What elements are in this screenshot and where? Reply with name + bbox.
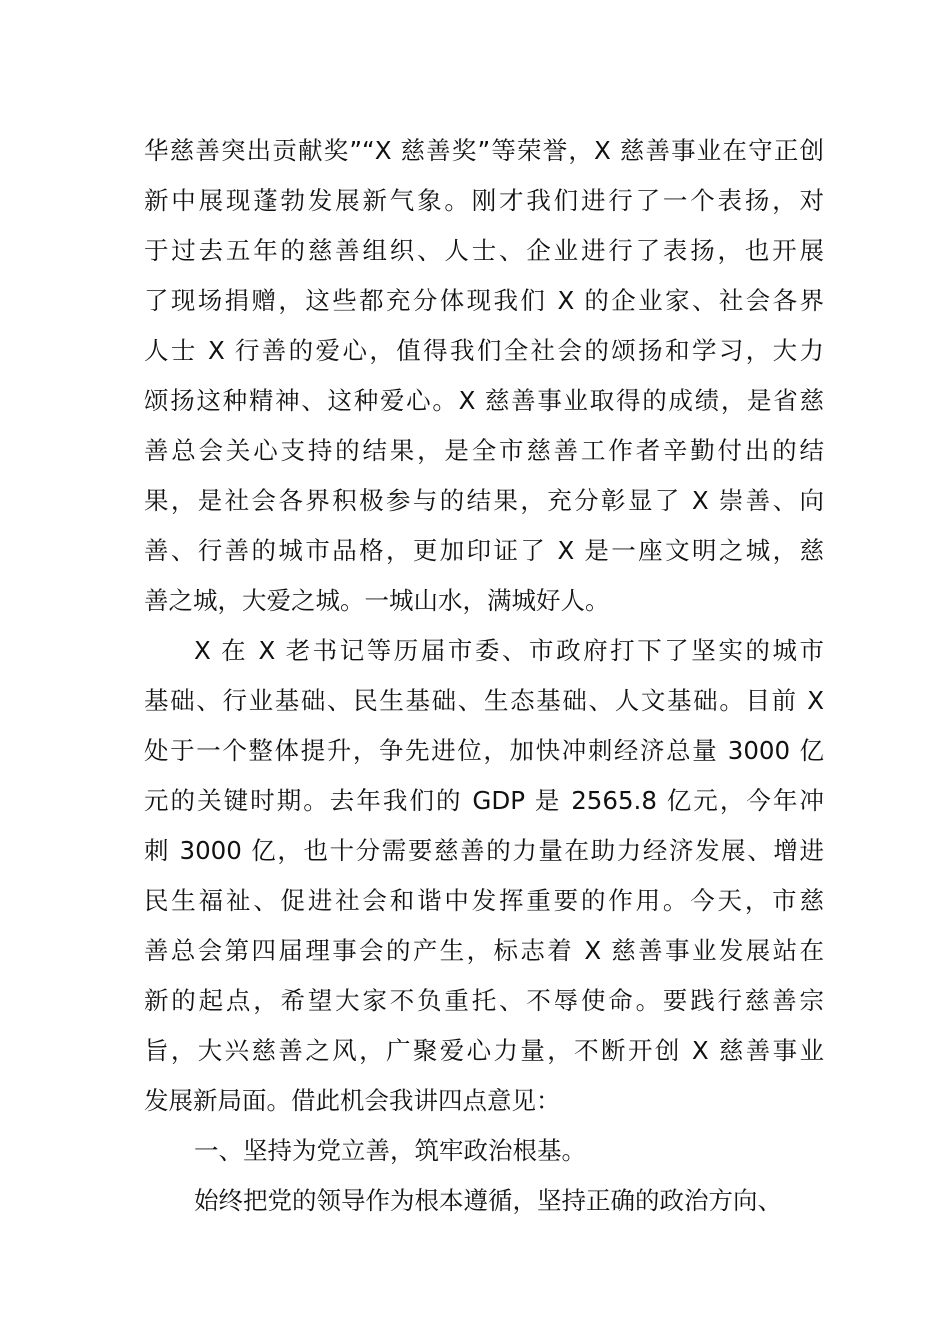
text-line-20: 发展新局面。借此机会我讲四点意见： bbox=[144, 1086, 561, 1115]
text-line-11: X 在 X 老书记等历届市委、市政府打下了坚实的城市 bbox=[194, 636, 824, 665]
text-line-14: 元的关键时期。去年我们的 GDP 是 2565.8 亿元，今年冲 bbox=[144, 786, 824, 815]
text-line-17: 善总会第四届理事会的产生，标志着 X 慈善事业发展站在 bbox=[144, 936, 824, 965]
text-line-10: 善之城，大爱之城。一城山水，满城好人。 bbox=[144, 586, 610, 615]
text-line-8: 果，是社会各界积极参与的结果，充分彰显了 X 崇善、向 bbox=[144, 486, 824, 515]
text-line-9: 善、行善的城市品格，更加印证了 X 是一座文明之城，慈 bbox=[144, 536, 824, 565]
text-line-5: 人士 X 行善的爱心，值得我们全社会的颂扬和学习，大力 bbox=[144, 336, 824, 365]
text-line-6: 颂扬这种精神、这种爱心。X 慈善事业取得的成绩，是省慈 bbox=[144, 386, 824, 415]
text-line-18: 新的起点，希望大家不负重托、不辱使命。要践行慈善宗 bbox=[144, 986, 824, 1015]
text-line-13: 处于一个整体提升，争先进位，加快冲刺经济总量 3000 亿 bbox=[144, 736, 824, 765]
text-line-22: 始终把党的领导作为根本遵循，坚持正确的政治方向、 bbox=[194, 1186, 782, 1215]
text-line-19: 旨，大兴慈善之风，广聚爱心力量，不断开创 X 慈善事业 bbox=[144, 1036, 824, 1065]
text-line-3: 于过去五年的慈善组织、人士、企业进行了表扬，也开展 bbox=[144, 236, 824, 265]
text-line-1: 华慈善突出贡献奖”“X 慈善奖”等荣誉，X 慈善事业在守正创 bbox=[144, 136, 824, 165]
text-line-16: 民生福祉、促进社会和谐中发挥重要的作用。今天，市慈 bbox=[144, 886, 824, 915]
text-line-7: 善总会关心支持的结果，是全市慈善工作者辛勤付出的结 bbox=[144, 436, 824, 465]
document-body bbox=[144, 126, 824, 1226]
text-line-15: 刺 3000 亿，也十分需要慈善的力量在助力经济发展、增进 bbox=[144, 836, 824, 865]
section-heading-1: 一、坚持为党立善，筑牢政治根基。 bbox=[194, 1136, 586, 1165]
text-line-4: 了现场捐赠，这些都充分体现我们 X 的企业家、社会各界 bbox=[144, 286, 824, 315]
text-line-2: 新中展现蓬勃发展新气象。刚才我们进行了一个表扬，对 bbox=[144, 186, 824, 215]
text-line-12: 基础、行业基础、民生基础、生态基础、人文基础。目前 X bbox=[144, 686, 824, 715]
